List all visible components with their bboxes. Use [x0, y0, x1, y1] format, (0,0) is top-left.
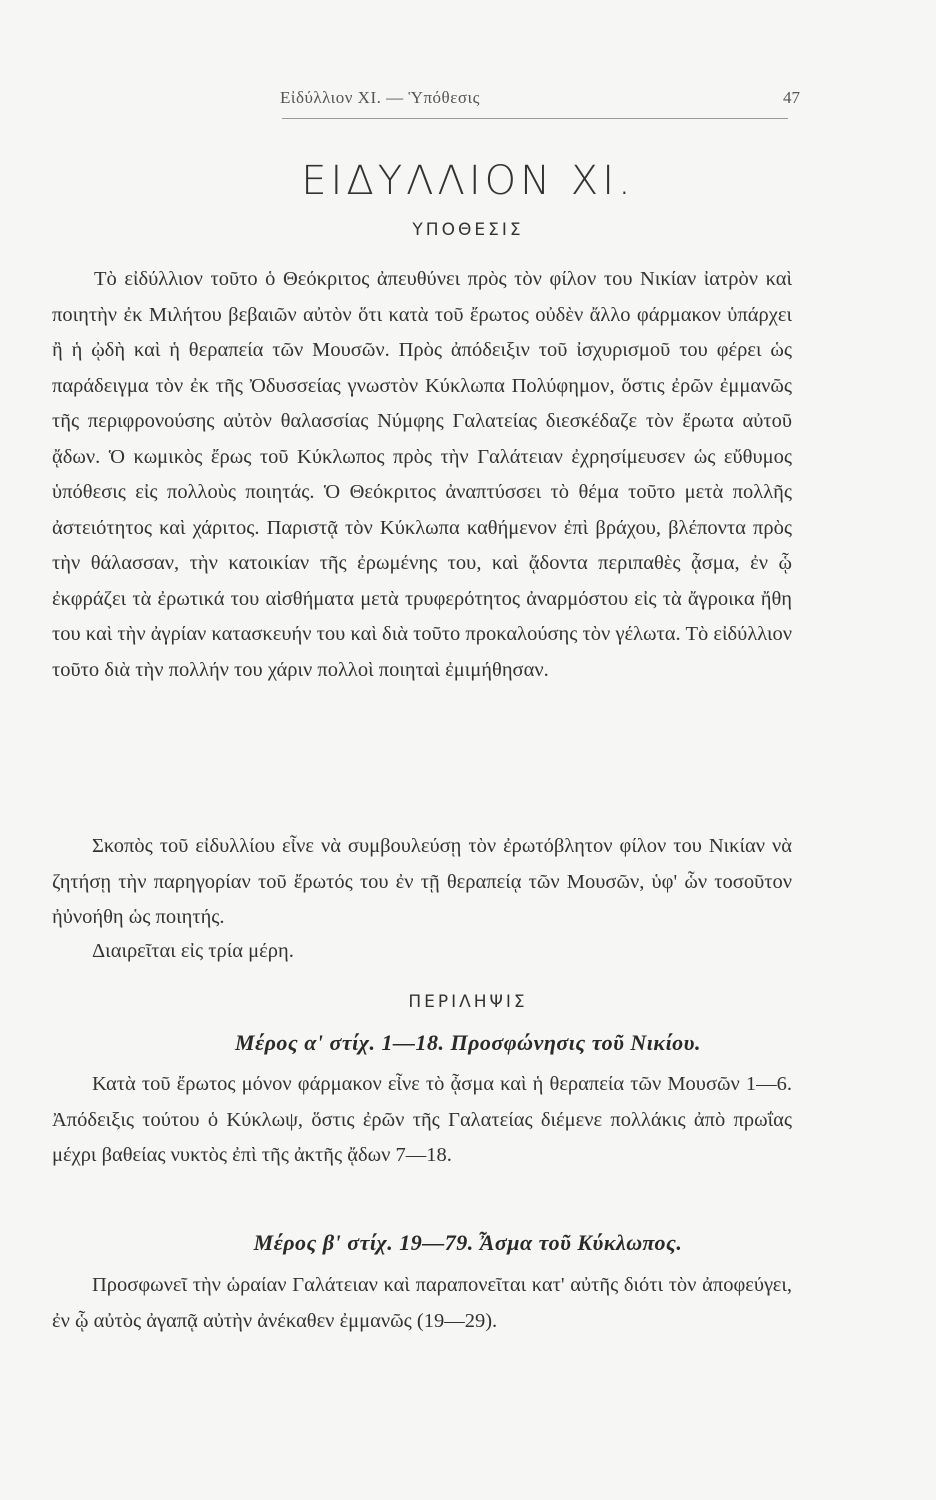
running-title: Εἰδύλλιον XI. — Ὑπόθεσις	[280, 88, 480, 107]
division-paragraph: Διαιρεῖται εἰς τρία μέρη.	[92, 940, 294, 962]
part-2-title: Μέρος β' στίχ. 19—79. Ἆσμα τοῦ Κύκλωπος.	[253, 1230, 683, 1255]
chapter-subtitle: ΥΠΟΘΕΣΙΣ	[412, 220, 524, 240]
page-number: 47	[783, 88, 800, 107]
chapter-title: ΕΙΔΥΛΛΙΟΝ XI.	[301, 158, 635, 204]
purpose-paragraph: Σκοπὸς τοῦ εἰδυλλίου εἶνε νὰ συμβουλεύσῃ τὸν ἐρωτόβλητον φίλον του Νικίαν νὰ ζητήσῃ τὴν παρηγορίαν τοῦ ἔρωτός του ἐν τῇ θεραπείᾳ τῶν Μουσῶν, ὑφ' ὧν τοσοῦτον ἠὐνοήθη ὡς ποιητής.	[52, 835, 792, 928]
running-header	[280, 88, 800, 110]
intro-paragraph: Τὸ εἰδύλλιον τοῦτο ὁ Θεόκριτος ἀπευθύνει πρὸς τὸν φίλον του Νικίαν ἰατρὸν καὶ ποιητὴν ἐκ Μιλήτου βεβαιῶν αὐτὸν ὅτι κατὰ τοῦ ἔρωτος οὐδὲν ἄλλο φάρμακον ὑπάρχει ἢ ἡ ᾠδὴ καὶ ἡ θεραπεία τῶν Μουσῶν. Πρὸς ἀπόδειξιν τοῦ ἰσχυρισμοῦ του φέρει ὡς παράδειγμα τὸν ἐκ τῆς Ὀδυσσείας γνωστὸν Κύκλωπα Πολύφημον, ὅστις ἐρῶν ἐμμανῶς τῆς περιφρονούσης αὐτὸν θαλασσίας Νύμφης Γαλατείας διεσκέδαζε τὸν ἔρωτα αὐτοῦ ᾄδων. Ὁ κωμικὸς ἔρως τοῦ Κύκλωπος πρὸς τὴν Γαλάτειαν ἐχρησίμευσεν ὡς εὔθυμος ὑπόθεσις εἰς πολλοὺς ποιητάς. Ὁ Θεόκριτος ἀναπτύσσει τὸ θέμα τοῦτο μετὰ πολλῆς ἀστειότητος καὶ χάριτος. Παριστᾷ τὸν Κύκλωπα καθήμενον ἐπὶ βράχου, βλέποντα πρὸς τὴν θάλασσαν, τὴν κατοικίαν τῆς ἐρωμένης του, καὶ ᾄδοντα περιπαθὲς ᾆσμα, ἐν ᾧ ἐκφράζει τὰ ἐρωτικά του αἰσθήματα μετὰ τρυφερότητος ἀναρμόστου εἰς τὰ ἄγροικα ἤθη του καὶ τὴν ἀγρίαν κατασκευήν του καὶ διὰ τοῦτο προκαλούσης τὸν γέλωτα. Τὸ εἰδύλλιον τοῦτο διὰ τὴν πολλήν του χάριν πολλοὶ ποιηταὶ ἐμιμήθησαν.	[52, 268, 792, 681]
header-rule	[282, 118, 788, 119]
part-1-text: Κατὰ τοῦ ἔρωτος μόνον φάρμακον εἶνε τὸ ᾆσμα καὶ ἡ θεραπεία τῶν Μουσῶν 1—6. Ἀπόδειξις τούτου ὁ Κύκλωψ, ὅστις ἐρῶν τῆς Γαλατείας διέμενε πολλάκις ἀπὸ πρωΐας μέχρι βαθείας νυκτὸς ἐπὶ τῆς ἀκτῆς ᾄδων 7—18.	[52, 1073, 792, 1166]
part-2-text: Προσφωνεῖ τὴν ὡραίαν Γαλάτειαν καὶ παραπονεῖται κατ' αὐτῆς διότι τὸν ἀποφεύγει, ἐν ᾧ αὐτὸς ἀγαπᾷ αὐτὴν ἀνέκαθεν ἐμμανῶς (19—29).	[52, 1274, 792, 1332]
summary-heading: ΠΕΡΙΛΗΨΙΣ	[408, 992, 528, 1012]
part-1-title: Μέρος α' στίχ. 1—18. Προσφώνησις τοῦ Νικίου.	[235, 1030, 701, 1055]
